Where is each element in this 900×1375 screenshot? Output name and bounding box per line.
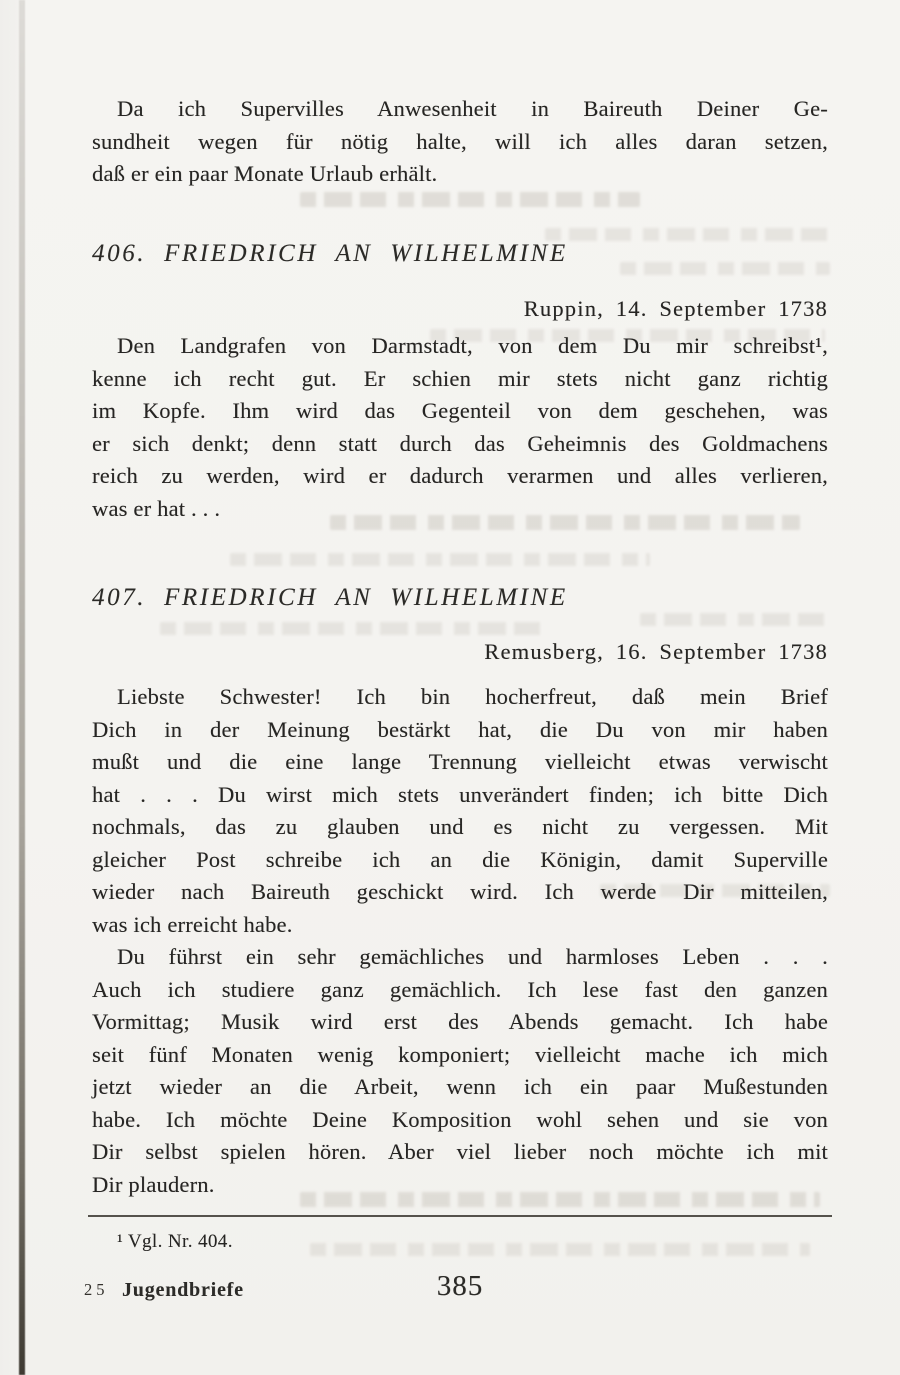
- text-line: im Kopfe. Ihm wird das Gegenteil von dem geschehen, was: [92, 398, 828, 423]
- text-line: hat . . . Du wirst mich stets unverändert finden; ich bitte Dich: [92, 781, 828, 807]
- text-line: Dich in der Meinung bestärkt hat, die Du von mir haben: [92, 716, 828, 742]
- text-line: habe. Ich möchte Deine Komposition wohl sehen und sie von: [92, 1106, 828, 1132]
- text-line: daß er ein paar Monate Urlaub erhält.: [92, 161, 438, 186]
- letter-heading-406: 406. FRIEDRICH AN WILHELMINE: [92, 240, 568, 267]
- text-line: Liebste Schwester! Ich bin hocherfreut, daß mein Brief: [117, 684, 828, 709]
- page-number: 385: [436, 1270, 484, 1302]
- letter-dateline-406: Ruppin, 14. September 1738: [523, 296, 828, 321]
- text-line: kenne ich recht gut. Er schien mir stets nicht ganz richtig: [92, 365, 828, 391]
- gutter-shadow-line: [19, 0, 25, 1375]
- footnote: ¹ Vgl. Nr. 404.: [117, 1231, 233, 1252]
- bleedthrough-ghost-line: [160, 622, 550, 635]
- letter-heading-407: 407. FRIEDRICH AN WILHELMINE: [92, 584, 568, 611]
- text-line: seit fünf Monaten wenig komponiert; vielleicht mache ich mich: [92, 1041, 828, 1067]
- text-line: wieder nach Baireuth geschickt wird. Ich werde Dir mitteilen,: [92, 879, 828, 904]
- text-line: reich zu werden, wird er dadurch verarmen und alles verlieren,: [92, 463, 828, 488]
- text-line: was ich erreicht habe.: [92, 911, 293, 937]
- text-line: er sich denkt; denn statt durch das Geheimnis des Goldmachens: [92, 430, 828, 456]
- text-line: mußt und die eine lange Trennung vielleicht etwas verwischt: [92, 749, 828, 774]
- text-line: Dir selbst spielen hören. Aber viel lieber noch möchte ich mit: [92, 1139, 828, 1164]
- text-line: Auch ich studiere ganz gemächlich. Ich lese fast den ganzen: [92, 976, 828, 1002]
- bleedthrough-ghost-line: [640, 613, 830, 626]
- page-edge-paper: [0, 0, 19, 1375]
- continuation-paragraph: [92, 93, 828, 191]
- letter-407-paragraph-2: [92, 941, 828, 1201]
- bleedthrough-ghost-line: [300, 192, 640, 207]
- text-line: Da ich Supervilles Anwesenheit in Baireuth Deiner Ge-: [117, 96, 828, 121]
- text-line: nochmals, das zu glauben und es nicht zu vergessen. Mit: [92, 814, 828, 839]
- text-line: Dir plaudern.: [92, 1171, 215, 1197]
- text-line: gleicher Post schreibe ich an die Königin, damit Superville: [92, 846, 828, 872]
- letter-dateline-407: Remusberg, 16. September 1738: [484, 639, 828, 664]
- footnote-divider-rule: [88, 1215, 832, 1217]
- letter-407-paragraph-1: [92, 681, 828, 941]
- text-line: jetzt wieder an die Arbeit, wenn ich ein paar Mußestunden: [92, 1074, 828, 1099]
- footer-signature-mark: 25: [84, 1280, 109, 1299]
- text-line: Vormittag; Musik wird erst des Abends gemacht. Ich habe: [92, 1009, 828, 1034]
- letter-406-paragraph: [92, 330, 828, 525]
- text-line: Den Landgrafen von Darmstadt, von dem Du mir schreibst¹,: [117, 333, 828, 358]
- text-line: Du führst ein sehr gemächliches und harmloses Leben . . .: [117, 944, 828, 969]
- footer-series-title: Jugendbriefe: [122, 1279, 244, 1301]
- text-line: sundheit wegen für nötig halte, will ich alles daran setzen,: [92, 128, 828, 154]
- text-line: was er hat . . .: [92, 495, 221, 521]
- bleedthrough-ghost-line: [230, 553, 650, 566]
